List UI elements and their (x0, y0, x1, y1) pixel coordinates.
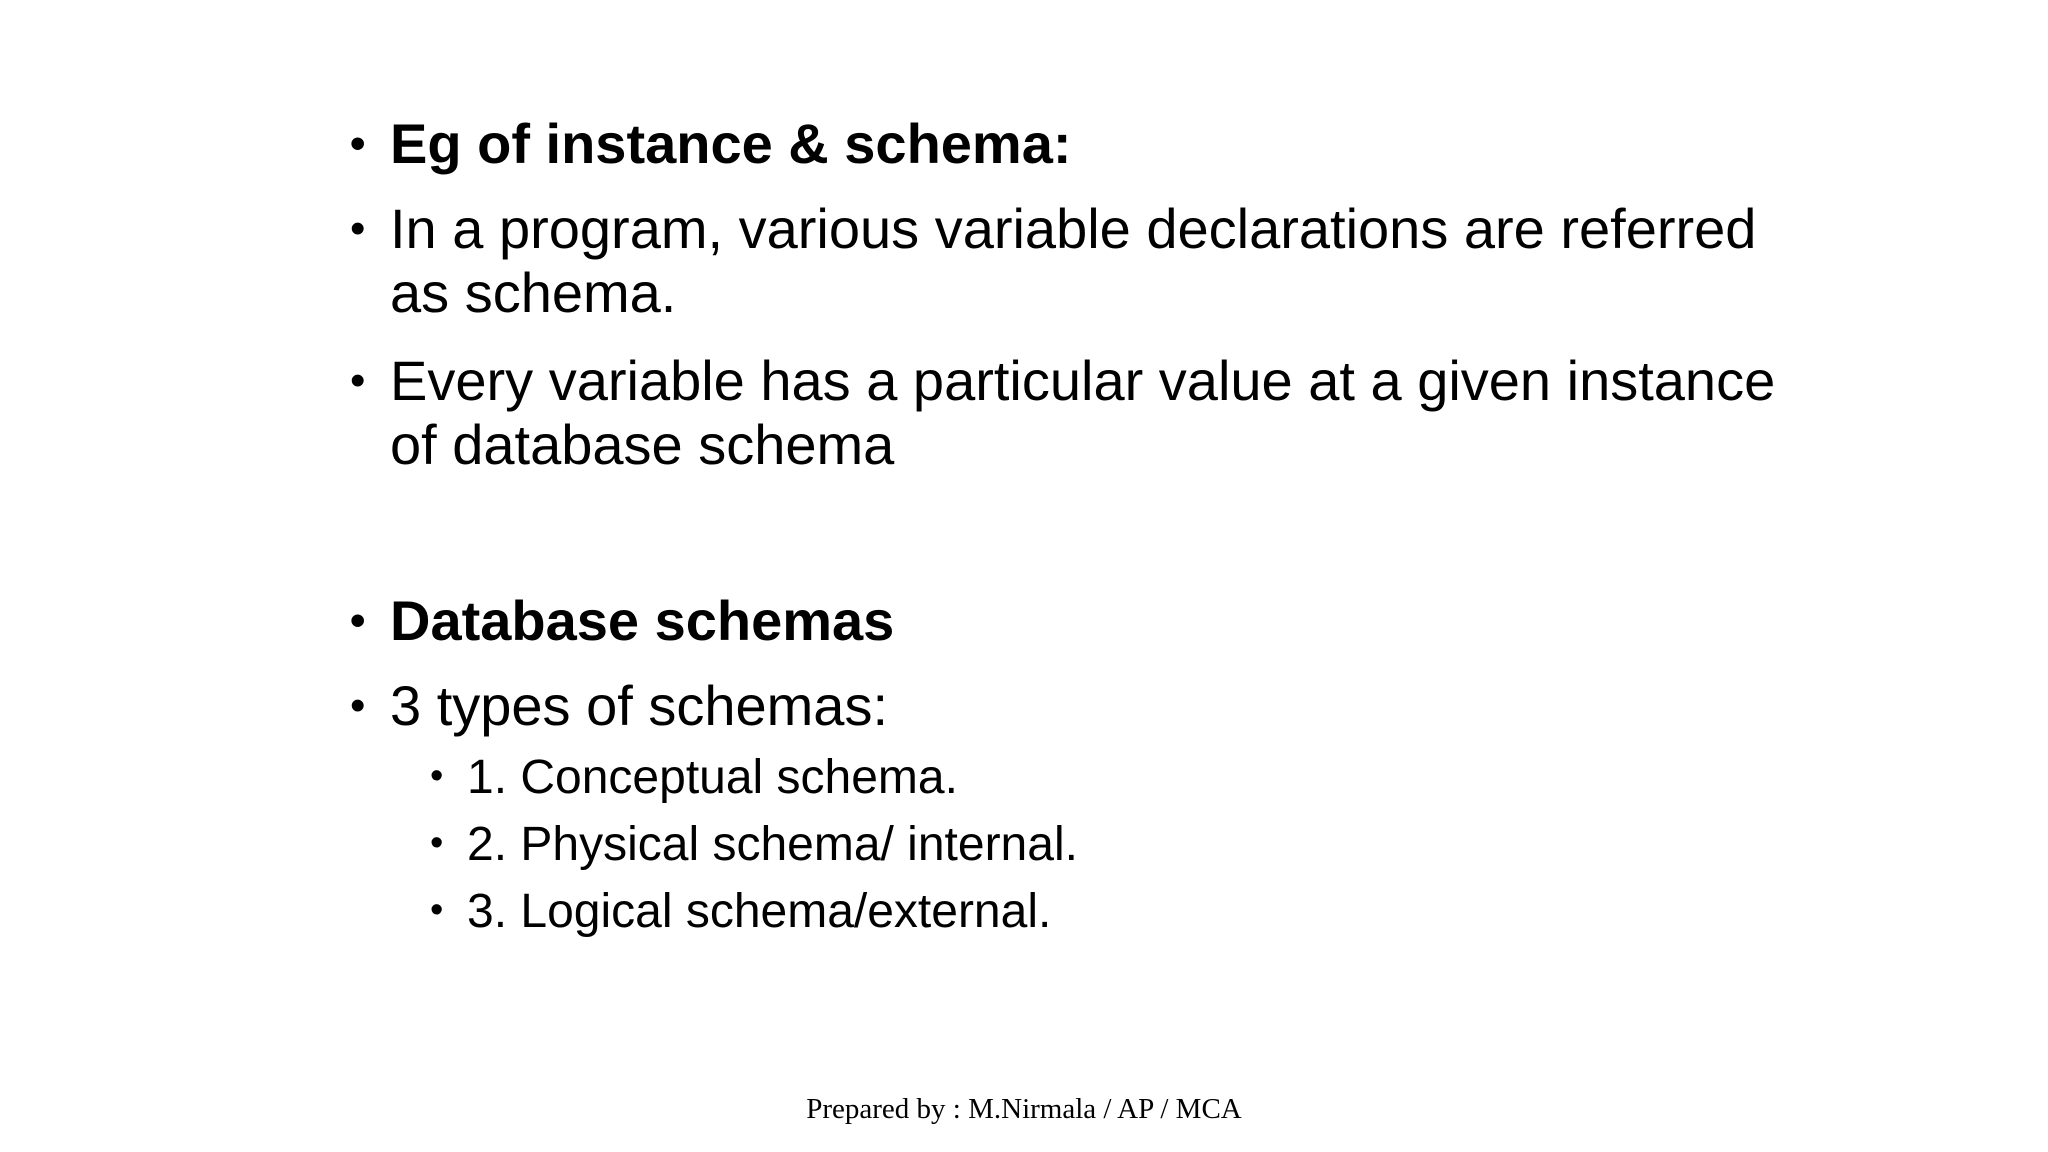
sub-bullet-logical-schema (430, 885, 1667, 939)
bullet-dot: • (350, 356, 366, 405)
sub-bullet-text: 2. Physical schema/ internal. (467, 818, 1078, 871)
sub-bullet-dot: • (430, 822, 444, 864)
bullet-dot: • (350, 596, 366, 645)
bullet-text: 3 types of schemas: (390, 674, 889, 737)
sub-bullet-text: 1. Conceptual schema. (467, 751, 958, 804)
bullet-dot: • (350, 119, 366, 168)
bullet-types-of-schemas (350, 674, 1790, 738)
bullet-dot: • (350, 204, 366, 253)
bullet-program-declarations (350, 197, 1790, 325)
sub-bullet-conceptual-schema (430, 751, 1667, 805)
sub-bullet-dot: • (430, 755, 444, 797)
bullet-variable-value (350, 349, 1790, 477)
bullet-text: In a program, various variable declarations are referred as schema. (390, 197, 1757, 324)
bullet-text: Database schemas (390, 589, 895, 652)
bullet-dot: • (350, 681, 366, 730)
bullet-heading-database-schemas (350, 589, 1790, 653)
bullet-text: Every variable has a particular value at a given instance of database schema (390, 349, 1776, 476)
sub-bullet-text: 3. Logical schema/external. (467, 885, 1052, 938)
sub-bullet-dot: • (430, 889, 444, 931)
bullet-text: Eg of instance & schema: (390, 112, 1072, 175)
sub-bullet-physical-schema (430, 818, 1667, 872)
bullet-heading-instance-schema (350, 112, 1790, 176)
slide-footer: Prepared by : M.Nirmala / AP / MCA (806, 1093, 1242, 1125)
